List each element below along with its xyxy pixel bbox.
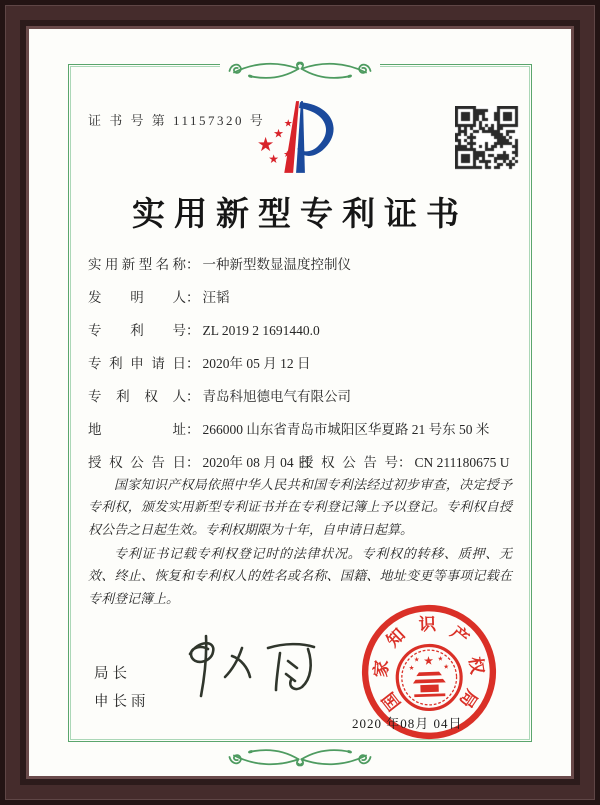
legal-text bbox=[88, 474, 512, 612]
colon: ： bbox=[186, 356, 200, 371]
field-label: 授权公告日 bbox=[88, 455, 186, 470]
field-patentee bbox=[88, 385, 518, 405]
field-grant-number bbox=[300, 451, 510, 471]
colon: ： bbox=[186, 389, 200, 404]
field-value: ZL 2019 2 1691440.0 bbox=[202, 323, 320, 338]
logo-star-icon: ★ bbox=[283, 149, 292, 160]
legal-paragraph-2: 专利证书记载专利权登记时的法律状况。专利权的转移、质押、无效、终止、恢复和专利权人的姓名或名称、国籍、地址变更等事项记载在专利登记簿上。 bbox=[88, 546, 512, 606]
logo-star-icon: ★ bbox=[273, 127, 284, 141]
field-value: 青岛科旭德电气有限公司 bbox=[202, 389, 351, 404]
colon: ： bbox=[186, 290, 200, 305]
field-grant-date bbox=[88, 455, 311, 470]
field-value: 2020年 08 月 04 日 bbox=[202, 455, 311, 470]
colon: ： bbox=[186, 323, 200, 338]
flourish-icon bbox=[225, 56, 375, 83]
seal-ring-char: 国 bbox=[378, 688, 405, 714]
emblem-star-icon: ★ bbox=[413, 656, 420, 664]
logo-star-icon: ★ bbox=[256, 135, 275, 157]
emblem-star-icon: ★ bbox=[423, 653, 435, 668]
seal-ring-char: 知 bbox=[383, 625, 409, 651]
field-label: 地址 bbox=[88, 422, 186, 437]
seal-ring-char: 产 bbox=[446, 622, 473, 649]
director-name: 申长雨 bbox=[94, 694, 150, 710]
field-address bbox=[88, 418, 518, 438]
field-value: 一种新型数显温度控制仪 bbox=[202, 257, 351, 272]
seal-ring-char: 识 bbox=[418, 614, 437, 635]
field-label: 发明人 bbox=[88, 290, 186, 305]
cnipa-logo-icon bbox=[246, 96, 354, 180]
seal-ring-char: 权 bbox=[465, 655, 487, 676]
field-filing-date bbox=[88, 352, 518, 372]
field-label: 专利权人 bbox=[88, 389, 186, 404]
field-label: 实用新型名称 bbox=[88, 257, 186, 272]
certificate-title: 实用新型专利证书 bbox=[132, 197, 468, 233]
director-signature bbox=[160, 630, 338, 706]
field-value: CN 211180675 U bbox=[414, 455, 510, 470]
seal-date: 2020 年08月 04日 bbox=[352, 716, 463, 731]
seal-ring-char: 局 bbox=[455, 686, 482, 712]
emblem-star-icon: ★ bbox=[437, 655, 444, 663]
colon: ： bbox=[186, 422, 200, 437]
field-utility-model-name bbox=[88, 253, 518, 273]
colon: ： bbox=[186, 257, 200, 272]
legal-paragraph-1: 国家知识产权局依照中华人民共和国专利法经过初步审查，决定授予专利权，颁发实用新型专利证书并在专利登记簿上予以登记。专利权自授权公告之日起生效。专利权期限为十年，自申请日起算。 bbox=[88, 477, 512, 537]
flourish-icon bbox=[225, 745, 375, 772]
field-value: 汪韬 bbox=[202, 290, 230, 305]
colon: ： bbox=[186, 455, 200, 470]
emblem-star-icon: ★ bbox=[443, 663, 450, 671]
certificate-number: 证 书 号 第 11157320 号 bbox=[88, 113, 266, 128]
field-label: 授权公告号 bbox=[300, 455, 398, 470]
emblem-star-icon: ★ bbox=[408, 664, 415, 672]
colon: ： bbox=[398, 455, 412, 470]
field-value: 266000 山东省青岛市城阳区华夏路 21 号东 50 米 bbox=[202, 422, 490, 437]
field-patent-number bbox=[88, 319, 518, 339]
director-block bbox=[94, 660, 150, 716]
logo-star-icon: ★ bbox=[283, 118, 293, 130]
seal-ring-char: 家 bbox=[371, 659, 392, 678]
qr-code bbox=[455, 106, 519, 170]
field-label: 专利号 bbox=[88, 323, 186, 338]
field-value: 2020年 05 月 12 日 bbox=[202, 356, 311, 371]
field-grant-row bbox=[88, 451, 518, 471]
bottom-flourish-ornament bbox=[225, 744, 375, 772]
field-inventor bbox=[88, 286, 518, 306]
field-label: 专利申请日 bbox=[88, 356, 186, 371]
director-title: 局长 bbox=[94, 666, 131, 682]
seal-national-emblem bbox=[396, 644, 462, 710]
top-flourish-ornament bbox=[220, 48, 380, 90]
logo-star-icon: ★ bbox=[268, 153, 279, 167]
